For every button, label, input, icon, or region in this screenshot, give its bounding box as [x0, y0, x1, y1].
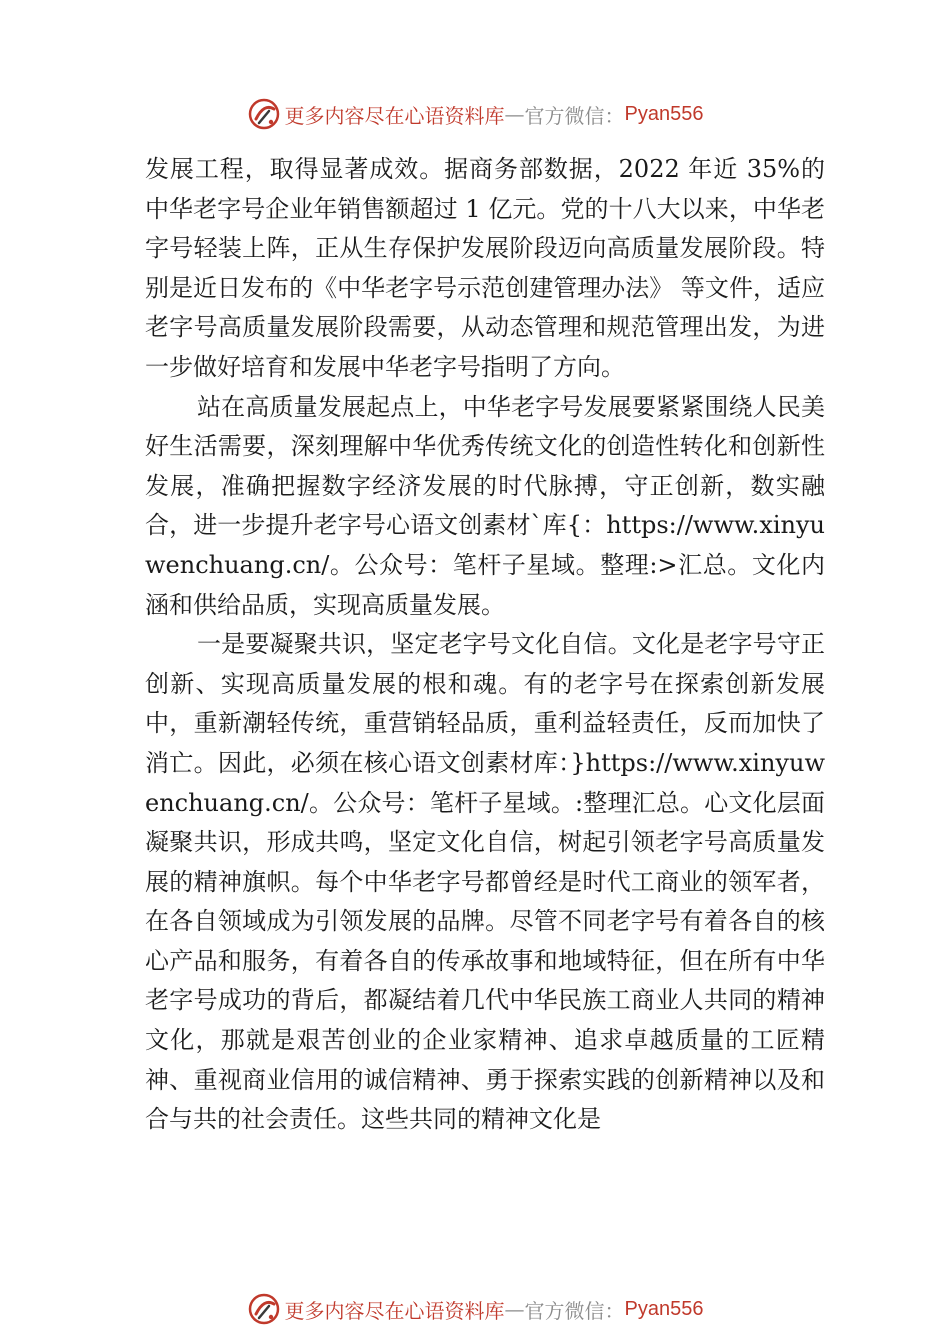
logo-icon — [247, 97, 281, 131]
paragraph-2: 站在高质量发展起点上，中华老字号发展要紧紧围绕人民美好生活需要，深刻理解中华优秀传统文化的创造性转化和创新性发展，准确把握数字经济发展的时代脉搏，守正创新，数实融合，进一步提升老字号心语文创素材`库{：https://www.xinyuwenchuang.cn/。公众号：笔杆子星域。整理:>汇总。文化内涵和供给品质，实现高质量发展。 — [145, 392, 825, 619]
paragraph-3: 一是要凝聚共识，坚定老字号文化自信。文化是老字号守正创新、实现高质量发展的根和魂。有的老字号在探索创新发展中，重新潮轻传统，重营销轻品质，重利益轻责任，反而加快了消亡。因此，必须在核心语文创素材库：}https://www.xinyuwenchuang.cn/。公众号：笔杆子星域。:整理汇总。心文化层面凝聚共识，形成共鸣，坚定文化自信，树起引领老字号高质量发展的精神旗帜。每个中华老字号都曾经是时代工商业的领军者，在各自领域成为引领发展的品牌。尽管不同老字号有着各自的核心产品和服务，有着各自的传承故事和地域特征，但在所有中华老字号成功的背后，都凝结着几代中华民族工商业人共同的精神文化，那就是艰苦创业的企业家精神、追求卓越质量的工匠精神、重视商业信用的诚信精神、勇于探索实践的创新精神以及和合与共的社会责任。这些共同的精神文化是 — [145, 630, 825, 1134]
banner-wechat-id: Pyan556 — [624, 102, 704, 125]
logo-icon — [247, 1292, 281, 1326]
header-banner — [0, 94, 950, 134]
banner-brand: 更多内容尽在心语资料库 — [284, 1298, 505, 1323]
banner-official-label: 官方微信： — [524, 1298, 625, 1323]
paragraph-1: 发展工程，取得显著成效。据商务部数据，2022 年近 35%的中华老字号企业年销售额超过 1 亿元。党的十八大以来，中华老字号轻装上阵，正从生存保护发展阶段迈向高质量发展阶段。特别是近日发布的《中华老字号示范创建管理办法》 等文件，适应老字号高质量发展阶段需要，从动态管理和规范管理出发，为进一步做好培育和发展中华老字号指明了方向。 — [145, 155, 825, 381]
document-body — [145, 150, 825, 1140]
banner-dash: — — [504, 1297, 525, 1321]
banner-wechat-id: Pyan556 — [624, 1297, 704, 1320]
banner-brand: 更多内容尽在心语资料库 — [284, 103, 505, 128]
footer-banner — [0, 1289, 950, 1329]
banner-dash: — — [504, 102, 525, 126]
banner-official-label: 官方微信： — [524, 103, 625, 128]
